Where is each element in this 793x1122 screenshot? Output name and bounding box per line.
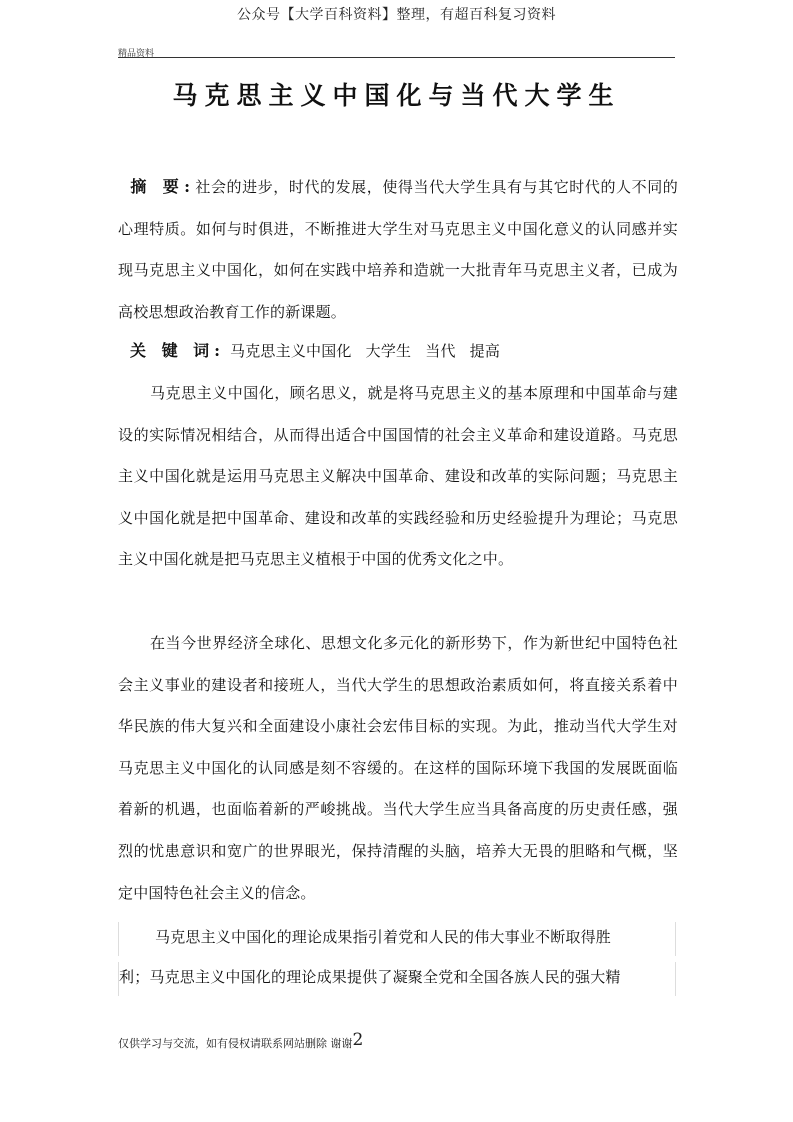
keyword: 大学生 — [365, 342, 412, 360]
body-paragraph: 马克思主义中国化，顾名思义，就是将马克思主义的基本原理和中国革命与建设的实际情况相结合，从而得出适合中国国情的社会主义革命和建设道路。马克思主义中国化就是运用马克思主义解决中国革命、建设和改革的实际问题；马克思主义中国化就是把中国革命、建设和改革的实践经验和历史经验提升为理论；马克思主义中国化就是把马克思主义植根于中国的优秀文化之中。 — [118, 384, 678, 569]
abstract-label: 摘 要: — [130, 177, 195, 196]
document-title: 马克思主义中国化与当代大学生 — [172, 81, 621, 110]
body-line: 利；马克思主义中国化的理论成果提供了凝聚全党和全国各族人民的强大精 — [118, 962, 676, 996]
footer — [118, 1030, 363, 1051]
footer-text: 仅供学习与交流，如有侵权请联系网站删除 谢谢 — [118, 1037, 353, 1050]
keyword: 提高 — [469, 342, 501, 360]
body-line: 马克思主义中国化的理论成果指引着党和人民的伟大事业不断取得胜 — [118, 922, 676, 956]
abstract-text: 社会的进步，时代的发展，使得当代大学生具有与其它时代的人不同的心理特质。如何与时俱进，不断推进大学生对马克思主义中国化意义的认同感并实现马克思主义中国化，如何在实践中培养和造就一大批青年马克思主义者，已成为高校思想政治教育工作的新课题。 — [118, 178, 678, 321]
body-paragraph: 在当今世界经济全球化、思想文化多元化的新形势下，作为新世纪中国特色社会主义事业的建设者和接班人，当代大学生的思想政治素质如何，将直接关系着中华民族的伟大复兴和全面建设小康社会宏伟目标的实现。为此，推动当代大学生对马克思主义中国化的认同感是刻不容缓的。在这样的国际环境下我国的发展既面临着新的机遇，也面临着新的严峻挑战。当代大学生应当具备高度的历史责任感，强烈的忧患意识和宽广的世界眼光，保持清醒的头脑，培养大无畏的胆略和气概，坚定中国特色社会主义的信念。 — [118, 634, 678, 902]
keyword: 马克思主义中国化 — [230, 342, 352, 360]
header-divider — [118, 57, 675, 58]
top-banner: 公众号【大学百科资料】整理，有超百科复习资料 — [237, 7, 556, 23]
page-number: 2 — [352, 1030, 364, 1050]
abstract-paragraph — [118, 166, 678, 333]
keywords-line — [118, 330, 678, 373]
header-label: 精品资料 — [118, 49, 155, 59]
keyword: 当代 — [425, 342, 456, 360]
keywords-label: 关 键 词: — [130, 341, 226, 360]
